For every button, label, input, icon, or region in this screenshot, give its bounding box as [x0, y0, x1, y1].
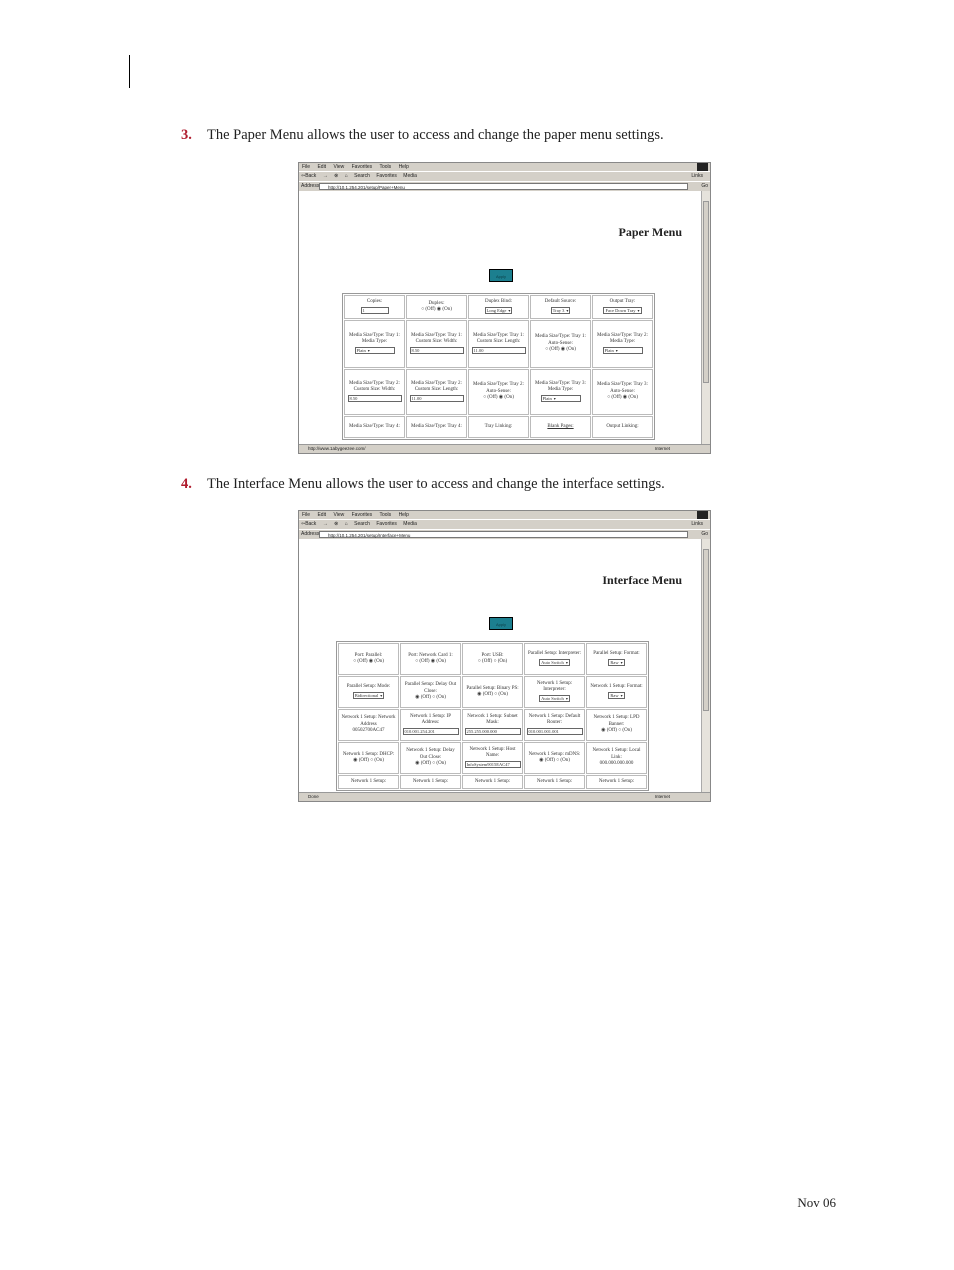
go-button[interactable]: Go — [701, 183, 708, 189]
address-bar — [299, 181, 710, 191]
tray2-width-input[interactable]: 8.50 — [348, 395, 402, 402]
parallel-interpreter-cell: Parallel Setup: Interpreter: Auto Switch ▾ — [524, 643, 585, 675]
vertical-scrollbar[interactable] — [701, 539, 710, 792]
tray1-width-cell: Media Size/Type: Tray 1: Custom Size: Width: 8.50 — [406, 320, 467, 368]
page-title: Interface Menu — [602, 573, 682, 587]
tray1-media-type-select[interactable]: Plain ▾ — [355, 347, 395, 354]
dhcp-radio[interactable]: ◉ (Off) ○ (On) — [353, 758, 384, 763]
network-interpreter-cell: Network 1 Setup: Interpreter: Auto Switch ▾ — [524, 676, 585, 708]
copies-cell: Copies: 1 — [344, 295, 405, 319]
menu-edit[interactable]: Edit — [317, 512, 327, 518]
duplex-cell: Duplex: ○ (Off) ◉ (On) — [406, 295, 467, 319]
page-viewport — [299, 539, 702, 792]
tray4-cell-b: Media Size/Type: Tray 4: — [406, 416, 467, 438]
network-setup-cell: Network 1 Setup: — [586, 775, 647, 789]
port-network-card-cell: Port: Network Card 1: ○ (Off) ◉ (On) — [400, 643, 461, 675]
menu-help[interactable]: Help — [398, 164, 409, 170]
media-button[interactable]: Media — [403, 521, 417, 527]
interface-settings-table — [336, 641, 649, 791]
port-parallel-radio[interactable]: ○ (Off) ◉ (On) — [353, 659, 384, 664]
tray1-auto-sense-cell: Media Size/Type: Tray 1: Auto-Sense: ○ (Off) ◉ (On) — [530, 320, 591, 368]
default-source-select[interactable]: Tray 3 ▾ — [551, 307, 571, 314]
menu-file[interactable]: File — [302, 164, 311, 170]
tray1-auto-sense-radio[interactable]: ○ (Off) ◉ (On) — [545, 347, 576, 353]
mdns-radio[interactable]: ◉ (Off) ○ (On) — [539, 758, 570, 763]
interface-menu-browser-window — [298, 510, 711, 802]
toolbar — [299, 519, 710, 529]
tray1-length-cell: Media Size/Type: Tray 1: Custom Size: Length: 11.00 — [468, 320, 529, 368]
paper-settings-table — [342, 293, 655, 440]
back-button[interactable]: ⇦Back — [301, 521, 317, 527]
dhcp-cell: Network 1 Setup: DHCP: ◉ (Off) ○ (On) — [338, 742, 399, 774]
parallel-interpreter-select[interactable]: Auto Switch ▾ — [539, 659, 570, 666]
tray1-width-input[interactable]: 8.50 — [410, 347, 464, 354]
windows-logo-icon — [697, 511, 708, 519]
home-button[interactable]: ⌂ — [344, 521, 348, 527]
network-address-cell: Network 1 Setup: Network Address 00502700AC47 — [338, 709, 399, 741]
tray2-auto-sense-radio[interactable]: ○ (Off) ◉ (On) — [483, 395, 514, 401]
parallel-delay-cell: Parallel Setup: Delay Out Close: ◉ (Off) ○ (On) — [400, 676, 461, 708]
parallel-mode-cell: Parallel Setup: Mode: Bidirectional ▾ — [338, 676, 399, 708]
apply-button[interactable]: Apply — [489, 269, 513, 282]
page-viewport — [299, 191, 702, 444]
tray2-length-cell: Media Size/Type: Tray 2: Custom Size: Length: 11.00 — [406, 369, 467, 415]
blank-pages-cell: Blank Pages: — [530, 416, 591, 438]
mdns-cell: Network 1 Setup: mDNS: ◉ (Off) ○ (On) — [524, 742, 585, 774]
parallel-delay-radio[interactable]: ◉ (Off) ○ (On) — [415, 695, 446, 701]
status-bar — [299, 792, 710, 801]
network-setup-cell: Network 1 Setup: — [524, 775, 585, 789]
home-button[interactable]: ⌂ — [344, 173, 348, 179]
subnet-mask-cell: Network 1 Setup: Subnet Mask: 255.255.000.000 — [462, 709, 523, 741]
host-name-input[interactable]: InfoSystem9015EAC47 — [465, 761, 521, 768]
step-text: The Paper Menu allows the user to access and change the paper menu settings. — [207, 127, 664, 143]
output-tray-cell: Output Tray: Face Down Tray ▾ — [592, 295, 653, 319]
tray2-media-type-cell: Media Size/Type: Tray 2: Media Type: Plain ▾ — [592, 320, 653, 368]
vertical-scrollbar[interactable] — [701, 191, 710, 444]
port-usb-radio[interactable]: ○ (Off) ○ (On) — [477, 659, 508, 664]
links-button[interactable]: Links — [691, 173, 703, 179]
internet-zone-label: Internet — [654, 446, 670, 451]
search-button[interactable]: Search — [354, 173, 370, 179]
menu-file[interactable]: File — [302, 512, 311, 518]
paper-menu-browser-window — [298, 162, 711, 454]
links-button[interactable]: Links — [691, 521, 703, 527]
lpd-banner-cell: Network 1 Setup: LPD Banner: ◉ (Off) ○ (On) — [586, 709, 647, 741]
tray3-media-type-select[interactable]: Plain ▾ — [541, 395, 581, 402]
step-3 — [181, 127, 664, 144]
step-text: The Interface Menu allows the user to access and change the interface settings. — [207, 476, 665, 492]
copies-input[interactable]: 1 — [361, 307, 389, 314]
output-linking-cell: Output Linking: — [592, 416, 653, 438]
address-label: Address — [301, 183, 320, 189]
parallel-binary-ps-cell: Parallel Setup: Binary PS: ◉ (Off) ○ (On) — [462, 676, 523, 708]
favorites-button[interactable]: Favorites — [376, 521, 397, 527]
toolbar — [299, 171, 710, 181]
step-4 — [181, 476, 665, 493]
network-setup-cell: Network 1 Setup: — [400, 775, 461, 789]
network-delay-cell: Network 1 Setup: Delay Out Close: ◉ (Off) ○ (On) — [400, 742, 461, 774]
menu-favorites[interactable]: Favorites — [351, 512, 373, 518]
status-bar — [299, 444, 710, 453]
menu-bar — [299, 163, 710, 171]
tray1-length-input[interactable]: 11.00 — [472, 347, 526, 354]
network-interpreter-select[interactable]: Auto Switch ▾ — [539, 695, 570, 702]
status-text: http://www.1abygeezee.com/ — [308, 446, 366, 451]
ip-address-input[interactable]: 010.001.254.201 — [403, 728, 459, 735]
forward-button[interactable]: → — [322, 521, 328, 527]
internet-zone-label: Internet — [654, 794, 670, 799]
default-router-cell: Network 1 Setup: Default Router: 010.001.001.001 — [524, 709, 585, 741]
step-number: 4. — [181, 476, 192, 492]
search-button[interactable]: Search — [354, 521, 370, 527]
ip-address-cell: Network 1 Setup: IP Address: 010.001.254.201 — [400, 709, 461, 741]
network-address-value: 00502700AC47 — [352, 728, 385, 734]
back-button[interactable]: ⇦Back — [301, 173, 317, 179]
margin-rule — [129, 55, 130, 88]
tray-linking-cell: Tray Linking: — [468, 416, 529, 438]
parallel-format-cell: Parallel Setup: Format: Raw ▾ — [586, 643, 647, 675]
menu-tools[interactable]: Tools — [379, 164, 392, 170]
tray3-auto-sense-radio[interactable]: ○ (Off) ◉ (On) — [607, 395, 638, 401]
network-setup-cell: Network 1 Setup: — [338, 775, 399, 789]
default-router-input[interactable]: 010.001.001.001 — [527, 728, 583, 735]
forward-button[interactable]: → — [322, 173, 328, 179]
parallel-format-select[interactable]: Raw ▾ — [608, 659, 624, 666]
windows-logo-icon — [697, 163, 708, 171]
favorites-button[interactable]: Favorites — [376, 173, 397, 179]
subnet-mask-input[interactable]: 255.255.000.000 — [465, 728, 521, 735]
page-title: Paper Menu — [618, 225, 682, 239]
output-tray-select[interactable]: Face Down Tray ▾ — [603, 307, 641, 314]
default-source-cell: Default Source: Tray 3 ▾ — [530, 295, 591, 319]
address-bar — [299, 529, 710, 539]
stop-button[interactable]: ⊗ — [334, 173, 339, 179]
duplex-radio[interactable]: ○ (Off) ◉ (On) — [421, 307, 452, 312]
menu-favorites[interactable]: Favorites — [351, 164, 373, 170]
menu-view[interactable]: View — [333, 512, 345, 518]
scrollbar-thumb[interactable] — [703, 549, 709, 711]
tray2-media-type-select[interactable]: Plain ▾ — [603, 347, 643, 354]
parallel-binary-ps-radio[interactable]: ◉ (Off) ○ (On) — [477, 692, 508, 697]
menu-tools[interactable]: Tools — [379, 512, 392, 518]
host-name-cell: Network 1 Setup: Host Name: InfoSystem9015EAC47 — [462, 742, 523, 774]
network-format-select[interactable]: Raw ▾ — [608, 692, 624, 699]
step-number: 3. — [181, 127, 192, 143]
menu-help[interactable]: Help — [398, 512, 409, 518]
local-link-value: 000.000.000.000 — [599, 761, 634, 767]
local-link-cell: Network 1 Setup: Local Link: 000.000.000.000 — [586, 742, 647, 774]
menu-edit[interactable]: Edit — [317, 164, 327, 170]
port-parallel-cell: Port: Parallel: ○ (Off) ◉ (On) — [338, 643, 399, 675]
tray3-media-type-cell: Media Size/Type: Tray 3: Media Type: Plain ▾ — [530, 369, 591, 415]
address-input[interactable]: http://10.1.254.201/setup/Interface+Menu — [319, 531, 688, 538]
tray2-width-cell: Media Size/Type: Tray 2: Custom Size: Width: 8.50 — [344, 369, 405, 415]
duplex-bind-cell: Duplex Bind: Long Edge ▾ — [468, 295, 529, 319]
scrollbar-thumb[interactable] — [703, 201, 709, 383]
port-network-card-radio[interactable]: ○ (Off) ◉ (On) — [415, 659, 446, 664]
duplex-bind-select[interactable]: Long Edge ▾ — [485, 307, 513, 314]
media-button[interactable]: Media — [403, 173, 417, 179]
tray3-auto-sense-cell: Media Size/Type: Tray 3: Auto-Sense: ○ (Off) ◉ (On) — [592, 369, 653, 415]
address-label: Address — [301, 531, 320, 537]
network-setup-cell: Network 1 Setup: — [462, 775, 523, 789]
tray1-media-type-cell: Media Size/Type: Tray 1: Media Type: Plain ▾ — [344, 320, 405, 368]
network-format-cell: Network 1 Setup: Format: Raw ▾ — [586, 676, 647, 708]
go-button[interactable]: Go — [701, 531, 708, 537]
lpd-banner-radio[interactable]: ◉ (Off) ○ (On) — [601, 728, 632, 734]
tray2-length-input[interactable]: 11.00 — [410, 395, 464, 402]
tray2-auto-sense-cell: Media Size/Type: Tray 2: Auto-Sense: ○ (Off) ◉ (On) — [468, 369, 529, 415]
status-text: Done — [308, 794, 319, 799]
menu-bar — [299, 511, 710, 519]
menu-view[interactable]: View — [333, 164, 345, 170]
stop-button[interactable]: ⊗ — [334, 521, 339, 527]
address-input[interactable]: http://10.1.254.201/setup/Paper+Menu — [319, 183, 688, 190]
port-usb-cell: Port: USB: ○ (Off) ○ (On) — [462, 643, 523, 675]
page-footer-date: Nov 06 — [797, 1195, 836, 1210]
parallel-mode-select[interactable]: Bidirectional ▾ — [353, 692, 385, 699]
network-delay-radio[interactable]: ◉ (Off) ○ (On) — [415, 761, 446, 767]
apply-button[interactable]: Apply — [489, 617, 513, 630]
tray4-cell-a: Media Size/Type: Tray 4: — [344, 416, 405, 438]
